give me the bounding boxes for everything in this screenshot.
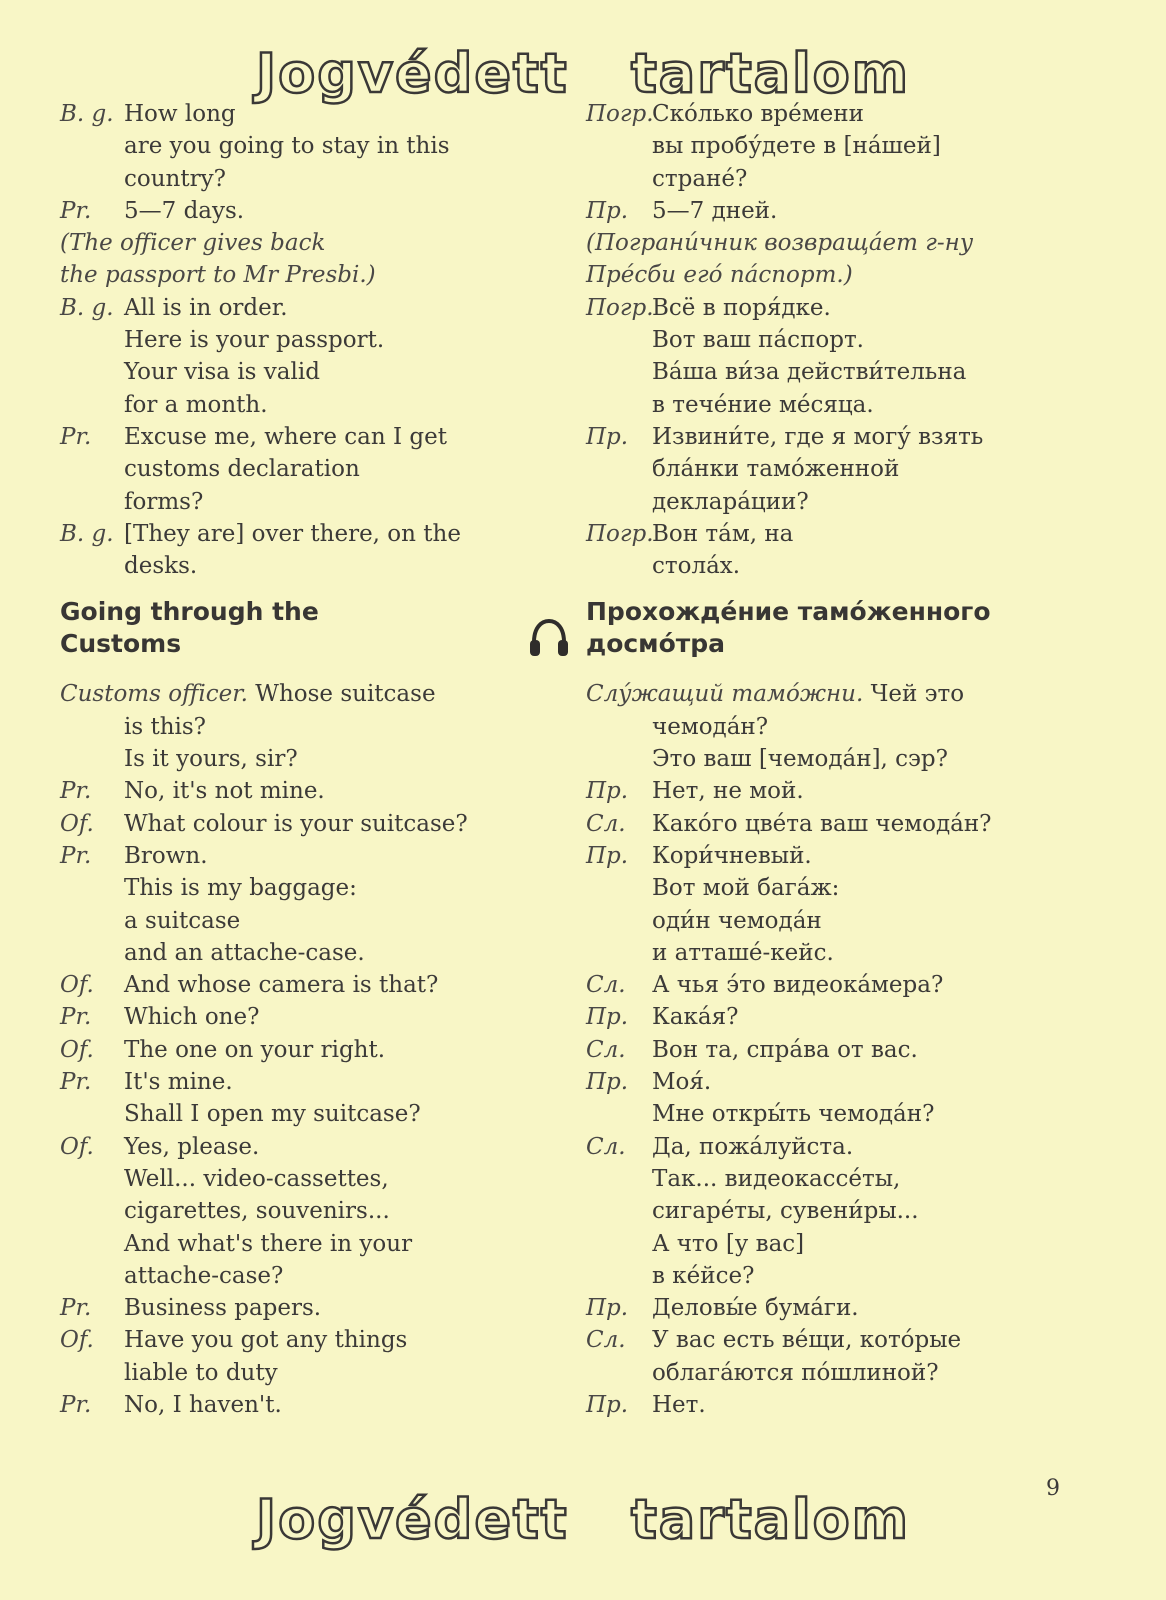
headphones-icon[interactable] <box>527 616 571 660</box>
dialogue-line <box>60 905 480 937</box>
dialogue-line <box>586 324 1036 356</box>
line-text: Нет. <box>652 1391 706 1418</box>
line-text: Вон та, спра́ва от вас. <box>652 1036 918 1063</box>
dialogue-line <box>586 969 1036 1001</box>
speaker-label: Of. <box>60 1327 94 1354</box>
dialogue-line <box>586 1357 1036 1389</box>
dialogue-line <box>586 1098 1036 1130</box>
line-text: country? <box>124 165 226 192</box>
dialogue-line <box>586 292 1036 324</box>
line-text: стола́х. <box>652 553 741 580</box>
dialogue-line <box>60 1357 480 1389</box>
line-text: Business papers. <box>124 1295 322 1322</box>
line-text: Это ваш [чемода́н], сэр? <box>652 746 948 773</box>
stage-direction-text: (Пограни́чник возвраща́ет г-ну <box>586 230 974 257</box>
line-text: Чей это <box>863 681 965 708</box>
line-text: And what's there in your <box>124 1230 413 1257</box>
dialogue-line <box>586 937 1036 969</box>
english-column <box>60 98 480 1421</box>
dialogue-line <box>60 808 480 840</box>
line-text: чемода́н? <box>652 713 769 740</box>
page-number: 9 <box>1046 1476 1060 1501</box>
speaker-label: Of. <box>60 1036 94 1063</box>
line-text: Your visa is valid <box>124 359 320 386</box>
line-text: It's mine. <box>124 1069 233 1096</box>
line-text: Вот мой бага́ж: <box>652 875 840 902</box>
dialogue-line <box>60 1163 480 1195</box>
line-text: Yes, please. <box>124 1133 260 1160</box>
dialogue-line <box>586 195 1036 227</box>
russian-column <box>586 98 1036 1421</box>
speaker-label: Of. <box>60 972 94 999</box>
dialogue-line <box>586 550 1036 582</box>
line-text: Brown. <box>124 842 208 869</box>
dialogue-line <box>60 324 480 356</box>
dialogue-line <box>586 1195 1036 1227</box>
dialogue-line <box>60 292 480 324</box>
speaker-label: Pr. <box>60 1004 92 1031</box>
line-text: Is it yours, sir? <box>124 746 298 773</box>
line-text: Так... видеокассе́ты, <box>652 1165 901 1192</box>
dialogue-line <box>60 1066 480 1098</box>
stage-direction <box>60 259 480 291</box>
line-text: 5—7 дней. <box>652 197 778 224</box>
stage-direction-text: the passport to Mr Presbi.) <box>60 262 376 289</box>
speaker-label: Пр. <box>586 1391 629 1418</box>
line-text: a suitcase <box>124 907 241 934</box>
dialogue-line <box>586 808 1036 840</box>
dialogue-line <box>60 1260 480 1292</box>
line-text: и атташе́-кейс. <box>652 939 834 966</box>
line-text: forms? <box>124 488 204 515</box>
dialogue-line <box>586 130 1036 162</box>
dialogue-line <box>586 421 1036 453</box>
line-text: Кори́чневый. <box>652 842 812 869</box>
stage-direction-text: (The officer gives back <box>60 230 326 257</box>
dialogue-line <box>586 905 1036 937</box>
line-text: What colour is your suitcase? <box>124 810 468 837</box>
english-intro-line <box>60 678 480 710</box>
speaker-label: Сл. <box>586 1327 626 1354</box>
speaker-label: Pr. <box>60 197 92 224</box>
line-text: А чья э́то видеока́мера? <box>652 972 944 999</box>
line-text: Here is your passport. <box>124 327 385 354</box>
line-text: Моя́. <box>652 1069 712 1096</box>
line-text: cigarettes, souvenirs... <box>124 1198 390 1225</box>
dialogue-line <box>586 98 1036 130</box>
speaker-label: Пр. <box>586 778 629 805</box>
speaker-label: Pr. <box>60 1295 92 1322</box>
dialogue-line <box>586 1260 1036 1292</box>
line-text: Да, пожа́луйста. <box>652 1133 854 1160</box>
speaker-label: Сл. <box>586 972 626 999</box>
speaker-label: Of. <box>60 1133 94 1160</box>
line-text: А что [у вас] <box>652 1230 805 1257</box>
speaker-label: Сл. <box>586 810 626 837</box>
line-text: The one on your right. <box>124 1036 386 1063</box>
line-text: All is in order. <box>124 294 288 321</box>
line-text: оди́н чемода́н <box>652 907 822 934</box>
line-text: 5—7 days. <box>124 197 245 224</box>
dialogue-line <box>60 969 480 1001</box>
dialogue-line <box>60 1001 480 1033</box>
line-text: бла́нки тамо́женной <box>652 456 900 483</box>
line-text: [They are] over there, on the <box>124 520 461 547</box>
speaker-label: Pr. <box>60 1391 92 1418</box>
speaker-label: Пр. <box>586 842 629 869</box>
russian-dialogue-part2 <box>586 711 1036 1422</box>
speaker-label: Pr. <box>60 842 92 869</box>
russian-intro-line <box>586 678 1036 710</box>
dialogue-line <box>60 163 480 195</box>
russian-section-heading <box>586 596 1036 660</box>
dialogue-line <box>586 775 1036 807</box>
line-text: No, it's not mine. <box>124 778 325 805</box>
dialogue-line <box>586 872 1036 904</box>
stage-direction <box>586 259 1036 291</box>
speaker-label: Customs officer. <box>60 681 248 708</box>
dialogue-line <box>60 1195 480 1227</box>
line-text: Извини́те, где я могу́ взять <box>652 423 984 450</box>
line-text: Нет, не мой. <box>652 778 804 805</box>
line-text: Како́го цве́та ваш чемода́н? <box>652 810 992 837</box>
dialogue-line <box>586 1131 1036 1163</box>
dialogue-line <box>586 1324 1036 1356</box>
line-text: Мне откры́ть чемода́н? <box>652 1101 935 1128</box>
dialogue-line <box>586 1034 1036 1066</box>
line-text: and an attache-case. <box>124 939 365 966</box>
dialogue-line <box>586 840 1036 872</box>
line-text: Whose suitcase <box>248 681 436 708</box>
russian-dialogue-part1 <box>586 98 1036 582</box>
watermark-bottom: Jogvédett tartalom <box>256 1488 910 1551</box>
watermark-top: Jogvédett tartalom <box>256 42 910 105</box>
line-text: Well... video-cassettes, <box>124 1165 389 1192</box>
english-section-heading <box>60 596 480 660</box>
speaker-label: Погр. <box>586 520 654 547</box>
dialogue-line <box>60 356 480 388</box>
english-dialogue-part1 <box>60 98 480 582</box>
dialogue-line <box>60 130 480 162</box>
line-text: Ско́лько вре́мени <box>652 101 864 127</box>
dialogue-line <box>60 1131 480 1163</box>
english-heading-line2: Customs <box>60 629 182 659</box>
stage-direction <box>60 227 480 259</box>
line-text: деклара́ции? <box>652 488 809 515</box>
dialogue-line <box>60 1098 480 1130</box>
speaker-label: Погр. <box>586 294 654 321</box>
english-heading-line1: Going through the <box>60 597 319 627</box>
dialogue-line <box>60 518 480 550</box>
dialogue-line <box>60 1034 480 1066</box>
speaker-label: Слу́жащий тамо́жни. <box>586 681 864 708</box>
speaker-label: Пр. <box>586 1069 629 1096</box>
stage-direction-text: Пре́сби его́ па́спорт.) <box>586 262 853 289</box>
dialogue-line <box>60 1228 480 1260</box>
line-text: вы пробу́дете в [на́шей] <box>652 133 941 160</box>
dialogue-line <box>60 743 480 775</box>
speaker-label: B. g. <box>60 101 114 127</box>
line-text: liable to duty <box>124 1359 278 1386</box>
line-text: customs declaration <box>124 456 360 483</box>
dialogue-line <box>60 937 480 969</box>
dialogue-line <box>60 195 480 227</box>
line-text: is this? <box>124 713 207 740</box>
dialogue-line <box>586 1292 1036 1324</box>
dialogue-line <box>586 486 1036 518</box>
dialogue-line <box>586 356 1036 388</box>
dialogue-line <box>60 389 480 421</box>
dialogue-line <box>60 453 480 485</box>
line-text: Вон та́м, на <box>652 520 794 547</box>
line-text: Всё в поря́дке. <box>652 294 831 321</box>
speaker-label: Сл. <box>586 1133 626 1160</box>
dialogue-line <box>60 1324 480 1356</box>
line-text: стране́? <box>652 165 748 192</box>
dialogue-line <box>60 421 480 453</box>
line-text: Have you got any things <box>124 1327 408 1354</box>
line-text: облага́ются по́шлиной? <box>652 1359 939 1386</box>
stage-direction <box>586 227 1036 259</box>
russian-heading-line2: досмо́тра <box>586 629 726 659</box>
speaker-label: B. g. <box>60 294 114 321</box>
dialogue-line <box>586 1228 1036 1260</box>
line-text: Ва́ша ви́за действи́тельна <box>652 359 967 386</box>
dialogue-line <box>586 1066 1036 1098</box>
dialogue-line <box>586 518 1036 550</box>
line-text: в тече́ние ме́сяца. <box>652 391 874 418</box>
dialogue-line <box>60 840 480 872</box>
speaker-label: Погр. <box>586 101 654 127</box>
speaker-label: B. g. <box>60 520 114 547</box>
dialogue-line <box>60 98 480 130</box>
dialogue-line <box>586 1001 1036 1033</box>
line-text: Excuse me, where can I get <box>124 423 447 450</box>
dialogue-line <box>586 163 1036 195</box>
speaker-label: Pr. <box>60 423 92 450</box>
line-text: are you going to stay in this <box>124 133 450 160</box>
dialogue-line <box>60 550 480 582</box>
english-dialogue-part2 <box>60 711 480 1422</box>
dialogue-line <box>60 775 480 807</box>
line-text: Which one? <box>124 1004 260 1031</box>
line-text: This is my baggage: <box>124 875 357 902</box>
line-text: No, I haven't. <box>124 1391 282 1418</box>
speaker-label: Пр. <box>586 1004 629 1031</box>
speaker-label: Пр. <box>586 423 629 450</box>
line-text: Shall I open my suitcase? <box>124 1101 421 1128</box>
line-text: How long <box>124 101 236 127</box>
speaker-label: Pr. <box>60 1069 92 1096</box>
dialogue-line <box>60 1389 480 1421</box>
line-text: for a month. <box>124 391 268 418</box>
dialogue-line <box>586 711 1036 743</box>
dialogue-line <box>586 1389 1036 1421</box>
line-text: attache-case? <box>124 1262 284 1289</box>
line-text: У вас есть ве́щи, кото́рые <box>652 1327 962 1354</box>
line-text: в ке́йсе? <box>652 1262 755 1289</box>
dialogue-line <box>60 711 480 743</box>
dialogue-line <box>60 1292 480 1324</box>
russian-heading-line1: Прохожде́ние тамо́женного <box>586 597 991 627</box>
speaker-label: Сл. <box>586 1036 626 1063</box>
line-text: Кака́я? <box>652 1004 739 1031</box>
speaker-label: Пр. <box>586 1295 629 1322</box>
speaker-label: Пр. <box>586 197 629 224</box>
dialogue-line <box>586 389 1036 421</box>
line-text: Деловы́е бума́ги. <box>652 1295 859 1322</box>
dialogue-line <box>60 486 480 518</box>
dialogue-line <box>586 1163 1036 1195</box>
line-text: And whose camera is that? <box>124 972 439 999</box>
speaker-label: Of. <box>60 810 94 837</box>
dialogue-line <box>586 743 1036 775</box>
line-text: Вот ваш па́спорт. <box>652 327 864 354</box>
dialogue-line <box>586 453 1036 485</box>
dialogue-line <box>60 872 480 904</box>
speaker-label: Pr. <box>60 778 92 805</box>
line-text: сигаре́ты, сувени́ры... <box>652 1198 919 1225</box>
line-text: desks. <box>124 553 198 580</box>
